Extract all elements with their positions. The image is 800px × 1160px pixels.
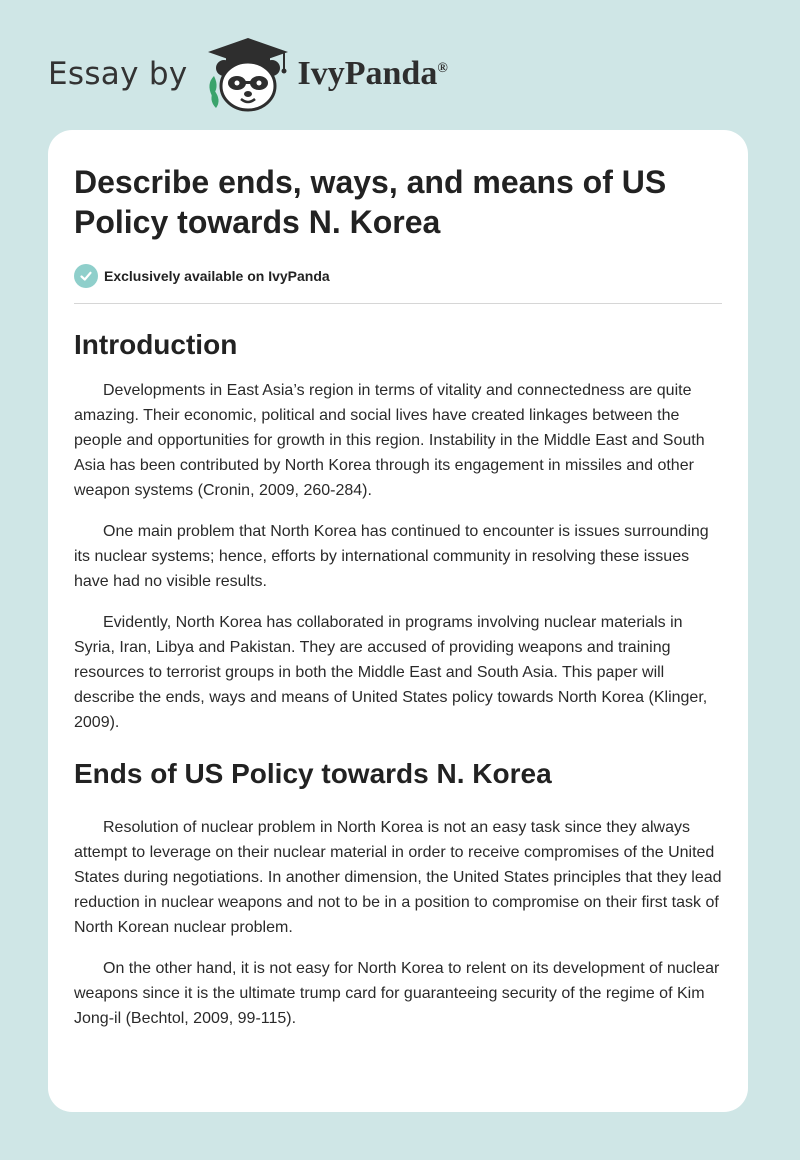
exclusive-badge xyxy=(74,264,722,288)
essay-title: Describe ends, ways, and means of US Policy towards N. Korea xyxy=(74,164,667,240)
essay-by-label: Essay by xyxy=(48,56,188,92)
check-circle-icon xyxy=(74,264,98,288)
section-heading: Ends of US Policy towards N. Korea xyxy=(74,758,552,789)
ivypanda-logo[interactable] xyxy=(204,36,448,112)
paragraph: One main problem that North Korea has continued to encounter is issues surrounding its nuclear systems; hence, efforts by international community in resolving these issues have had no visible results. xyxy=(74,523,709,590)
section-heading: Introduction xyxy=(74,329,238,360)
paragraph: Developments in East Asia’s region in terms of vitality and connectedness are quite amazing. Their economic, political and social lives have created linkages between the people and opportunities for growth in this region. Instability in the Middle East and South Asia has been contributed by North Korea through its engagement in missiles and other weapon systems (Cronin, 2009, 260-284). xyxy=(74,382,705,499)
exclusive-badge-label: Exclusively available on IvyPanda xyxy=(104,268,330,284)
panda-mascot-icon xyxy=(204,36,292,112)
site-header xyxy=(48,36,448,112)
paragraph: On the other hand, it is not easy for North Korea to relent on its development of nuclear weapons since it is the ultimate trump card for guaranteeing security of the regime of Kim Jong-il (Bechtol, 2009, 99-115). xyxy=(74,960,720,1027)
ivypanda-wordmark: IvyPanda® xyxy=(297,55,448,92)
paragraph: Evidently, North Korea has collaborated in programs involving nuclear materials in Syria, Iran, Libya and Pakistan. They are accused of providing weapons and training resources to terrorist groups in both the Middle East and South Asia. This paper will describe the ends, ways and means of United States policy towards North Korea (Klinger, 2009). xyxy=(74,614,708,731)
essay-card xyxy=(48,130,748,1112)
title-divider xyxy=(74,303,722,304)
paragraph: Resolution of nuclear problem in North Korea is not an easy task since they always attempt to leverage on their nuclear material in order to receive compromises of the United States during negotiations. In another dimension, the United States principles that they lead reduction in nuclear weapons and not to be in a position to compromise on their first task of North Korean nuclear problem. xyxy=(74,819,722,936)
